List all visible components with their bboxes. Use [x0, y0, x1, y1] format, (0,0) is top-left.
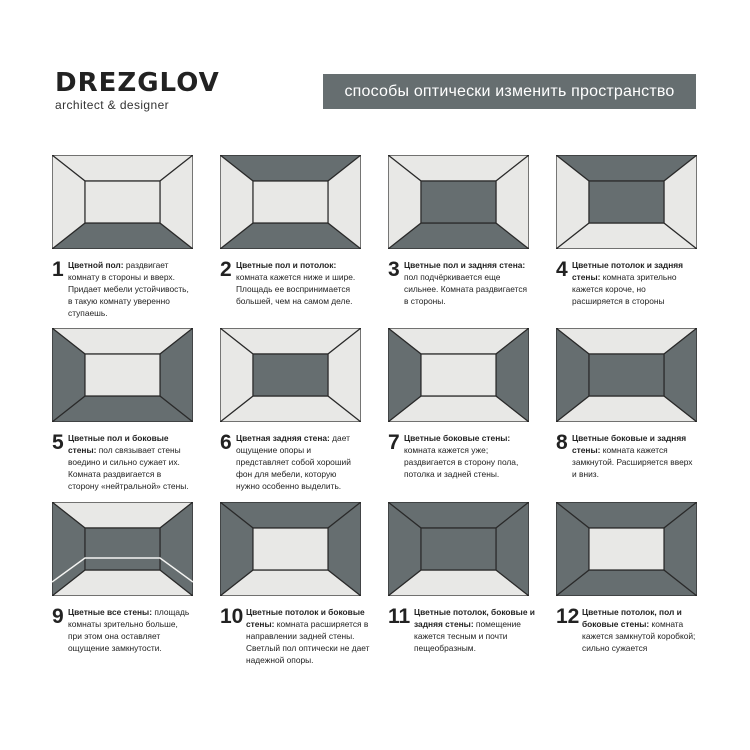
item-text: раздвигает комнату в стороны и вверх. Придает мебели устойчивость, в такую комнату уверенно ступаешь. [68, 260, 189, 318]
room-diagram [388, 328, 529, 422]
back-surface [253, 354, 328, 396]
item-text: комната кажется замкнутой коробкой; сильно сужается [582, 619, 696, 653]
item-text: пол подчёркивается еще сильнее. Комната раздвигается в стороны. [404, 272, 528, 306]
item-text: комната зрительно кажется короче, но расширяется в стороны [572, 272, 677, 306]
room-diagram [556, 155, 697, 249]
room-diagram [388, 155, 529, 249]
item-number: 12 [556, 605, 580, 628]
item-number: 2 [220, 258, 232, 281]
item-description [68, 432, 193, 492]
item-title: Цветные потолок, боковые и задняя стены: [414, 607, 535, 629]
room-diagram [52, 155, 193, 249]
item-number: 9 [52, 605, 64, 628]
item-text: помещение кажется тесным и почти пещеобразным. [414, 619, 521, 653]
item-number: 3 [388, 258, 400, 281]
item-title: Цветная задняя стена: [236, 433, 330, 443]
brand-logo [55, 70, 220, 112]
back-surface [589, 354, 664, 396]
item-text: пол связывает стены воедино и сильно сужает их. Комната раздвигается в сторону «нейтральной» стены. [68, 445, 189, 491]
back-surface [421, 181, 496, 223]
back-surface [253, 528, 328, 570]
back-surface [421, 354, 496, 396]
back-surface [85, 528, 160, 570]
room-diagram [220, 328, 361, 422]
item-description [582, 606, 707, 654]
item-description [572, 259, 697, 307]
item-number: 7 [388, 431, 400, 454]
item-description [68, 606, 193, 654]
item-text: дает ощущение опоры и представляет собой хороший фон для мебели, которую нужно особенно выделить. [236, 433, 351, 491]
item-title: Цветные боковые стены: [404, 433, 511, 443]
item-number: 1 [52, 258, 64, 281]
item-text: площадь комнаты зрительно больше, при этом она оставляет ощущение замкнутости. [68, 607, 190, 653]
item-title: Цветные потолок и боковые стены: [246, 607, 365, 629]
room-diagram [52, 502, 193, 596]
room-diagram [556, 502, 697, 596]
item-description [414, 606, 539, 654]
item-title: Цветные потолок, пол и боковые стены: [582, 607, 682, 629]
back-surface [85, 181, 160, 223]
room-diagram [52, 328, 193, 422]
item-text: комната кажется уже; раздвигается в сторону пола, потолка и задней стены. [404, 445, 519, 479]
item-text: комната кажется ниже и шире. Площадь ее воспринимается большей, чем на самом деле. [236, 272, 356, 306]
item-number: 8 [556, 431, 568, 454]
item-number: 4 [556, 258, 568, 281]
item-title: Цветные боковые и задняя стены: [572, 433, 687, 455]
back-surface [85, 354, 160, 396]
item-number: 11 [388, 605, 411, 628]
item-description [572, 432, 697, 480]
item-title: Цветные потолок и задняя стены: [572, 260, 684, 282]
back-surface [253, 181, 328, 223]
room-diagram [220, 502, 361, 596]
item-title: Цветные пол и задняя стена: [404, 260, 526, 270]
item-description [246, 606, 371, 666]
item-description [404, 259, 529, 307]
item-title: Цветные пол и боковые стены: [68, 433, 169, 455]
item-number: 6 [220, 431, 232, 454]
item-title: Цветные пол и потолок: [236, 260, 337, 270]
item-title: Цветные все стены: [68, 607, 152, 617]
item-text: комната расширяется в направлении задней стены. Светлый пол оптически не дает надежной опоры. [246, 619, 370, 665]
item-description [68, 259, 193, 319]
room-diagram [556, 328, 697, 422]
banner-title: способы оптически изменить пространство [344, 82, 675, 100]
back-surface [589, 181, 664, 223]
brand-name: DREZGLOV [55, 68, 220, 98]
item-text: комната кажется замкнутой. Расширяется вверх и вниз. [572, 445, 693, 479]
item-number: 5 [52, 431, 64, 454]
brand-subtitle: architect & designer [55, 98, 170, 112]
item-number: 10 [220, 605, 244, 628]
room-diagram [388, 502, 529, 596]
item-description [236, 259, 361, 307]
item-title: Цветной пол: [68, 260, 124, 270]
title-banner [323, 74, 696, 109]
item-description [236, 432, 361, 492]
room-diagram [220, 155, 361, 249]
back-surface [589, 528, 664, 570]
item-description [404, 432, 529, 480]
back-surface [421, 528, 496, 570]
